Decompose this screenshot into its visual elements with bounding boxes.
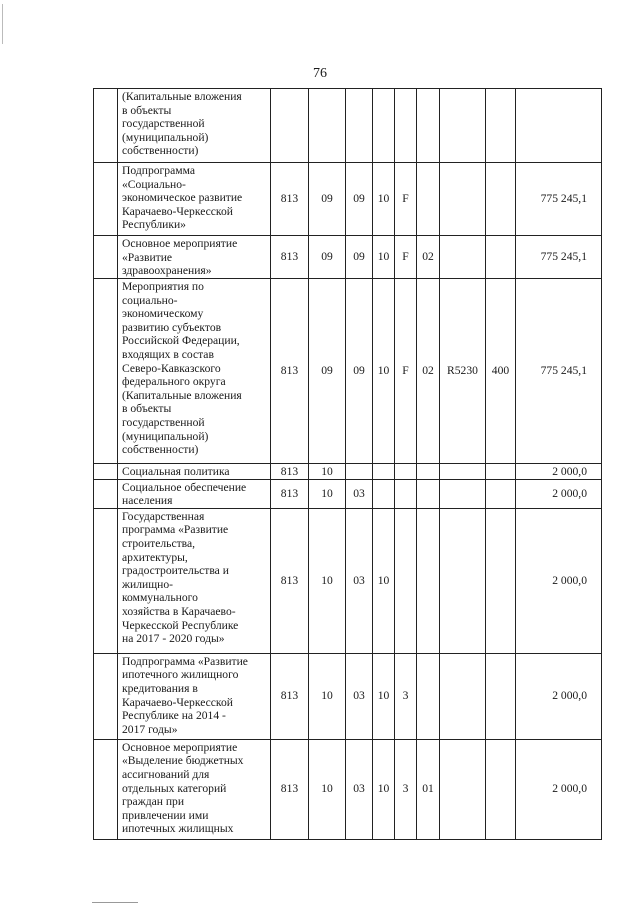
ved-code-cell: 813	[271, 653, 309, 739]
event-code-cell	[417, 163, 440, 236]
item-name-line: государственной	[122, 415, 205, 429]
number-cell	[94, 508, 118, 653]
table-row	[94, 279, 602, 464]
subprogram-code-cell	[395, 89, 417, 163]
item-name-line: Карачаево-Черкесской	[122, 204, 233, 218]
item-name-cell	[118, 479, 271, 508]
number-cell	[94, 739, 118, 839]
item-name-line: ассигнований для	[122, 767, 210, 781]
item-name-line: Социальная политика	[122, 465, 230, 478]
number-cell	[94, 653, 118, 739]
direction-code-cell	[440, 508, 486, 653]
item-name-cell	[118, 163, 271, 236]
program-code-cell: 10	[373, 508, 395, 653]
program-code-cell: 10	[373, 163, 395, 236]
item-name-cell	[118, 739, 271, 839]
direction-code-cell	[440, 163, 486, 236]
subsection-code-cell: 09	[346, 163, 373, 236]
subprogram-code-cell	[395, 508, 417, 653]
direction-code-cell	[440, 653, 486, 739]
section-code-cell: 10	[309, 464, 346, 480]
item-name-line: 2017 годы»	[122, 722, 178, 736]
ved-code-cell	[271, 89, 309, 163]
item-name-line: Социальное обеспечение	[122, 480, 247, 494]
section-code-cell: 09	[309, 163, 346, 236]
item-name-line: привлечении ими	[122, 808, 209, 822]
item-name-line: кредитования в	[122, 681, 198, 695]
item-name-cell	[118, 279, 271, 464]
expense-type-code-cell	[486, 89, 516, 163]
program-code-cell: 10	[373, 236, 395, 279]
item-name-line: программа «Развитие	[122, 523, 229, 537]
amount-cell: 2 000,0	[516, 739, 602, 839]
ved-code-cell: 813	[271, 739, 309, 839]
scan-mark	[2, 4, 3, 44]
amount-cell: 2 000,0	[516, 464, 602, 480]
expense-type-code-cell	[486, 479, 516, 508]
expense-type-code-cell	[486, 163, 516, 236]
item-name-line: Республике на 2014 -	[122, 709, 226, 723]
item-name-line: Черкесской Республике	[122, 618, 239, 632]
item-name-cell	[118, 236, 271, 279]
section-code-cell	[309, 89, 346, 163]
item-name-line: архитектуры,	[122, 550, 188, 564]
direction-code-cell: R5230	[440, 279, 486, 464]
table-row	[94, 479, 602, 508]
item-name-line: собственности)	[122, 144, 199, 158]
section-code-cell: 09	[309, 236, 346, 279]
section-code-cell: 10	[309, 739, 346, 839]
item-name-line: ипотечного жилищного	[122, 668, 239, 682]
number-cell	[94, 464, 118, 480]
table-row	[94, 653, 602, 739]
item-name-line: Подпрограмма	[122, 164, 195, 177]
item-name-line: градостроительства и	[122, 564, 229, 578]
item-name-line: (Капитальные вложения	[122, 90, 242, 103]
item-name-line: жилищно-	[122, 577, 173, 591]
subsection-code-cell: 03	[346, 653, 373, 739]
ved-code-cell: 813	[271, 163, 309, 236]
page-number: 76	[313, 66, 327, 81]
number-cell	[94, 279, 118, 464]
amount-cell: 775 245,1	[516, 236, 602, 279]
program-code-cell: 10	[373, 653, 395, 739]
item-name-line: ипотечных жилищных	[122, 822, 234, 836]
item-name-cell	[118, 464, 271, 480]
subsection-code-cell	[346, 89, 373, 163]
expense-type-code-cell	[486, 653, 516, 739]
item-name-line: экономическое развитие	[122, 191, 243, 205]
item-name-line: в объекты	[122, 103, 172, 117]
item-name-line: населения	[122, 494, 173, 508]
expense-type-code-cell	[486, 236, 516, 279]
number-cell	[94, 163, 118, 236]
table-row	[94, 163, 602, 236]
amount-cell	[516, 89, 602, 163]
ved-code-cell: 813	[271, 508, 309, 653]
item-name-line: «Развитие	[122, 250, 173, 264]
number-cell	[94, 89, 118, 163]
item-name-line: Российской Федерации,	[122, 334, 240, 348]
subsection-code-cell	[346, 464, 373, 480]
section-code-cell: 09	[309, 279, 346, 464]
item-name-line: в объекты	[122, 402, 172, 416]
ved-code-cell: 813	[271, 236, 309, 279]
expense-type-code-cell: 400	[486, 279, 516, 464]
event-code-cell: 01	[417, 739, 440, 839]
direction-code-cell	[440, 479, 486, 508]
item-name-line: (муниципальной)	[122, 130, 209, 144]
subsection-code-cell: 09	[346, 236, 373, 279]
item-name-line: социально-	[122, 293, 178, 307]
item-name-line: строительства,	[122, 536, 196, 550]
expense-type-code-cell	[486, 508, 516, 653]
ved-code-cell: 813	[271, 279, 309, 464]
subprogram-code-cell: F	[395, 236, 417, 279]
item-name-line: Республики»	[122, 218, 186, 232]
section-code-cell: 10	[309, 508, 346, 653]
item-name-line: хозяйства в Карачаево-	[122, 604, 236, 618]
event-code-cell: 02	[417, 279, 440, 464]
item-name-line: «Выделение бюджетных	[122, 754, 244, 768]
table-row	[94, 464, 602, 480]
program-code-cell	[373, 89, 395, 163]
item-name-line: Основное мероприятие	[122, 740, 238, 754]
item-name-line: входящих в состав	[122, 347, 214, 361]
subprogram-code-cell: F	[395, 279, 417, 464]
item-name-line: Основное мероприятие	[122, 237, 238, 250]
scan-mark	[92, 902, 138, 903]
item-name-line: Мероприятия по	[122, 280, 204, 293]
direction-code-cell	[440, 89, 486, 163]
item-name-line: государственной	[122, 117, 205, 131]
table-row	[94, 739, 602, 839]
amount-cell: 2 000,0	[516, 653, 602, 739]
item-name-line: развитию субъектов	[122, 320, 222, 334]
item-name-line: Северо-Кавказского	[122, 361, 221, 375]
item-name-line: (Капитальные вложения	[122, 388, 242, 402]
budget-table	[93, 88, 602, 840]
item-name-line: федерального округа	[122, 375, 226, 389]
direction-code-cell	[440, 236, 486, 279]
item-name-cell	[118, 89, 271, 163]
item-name-line: Государственная	[122, 509, 205, 523]
number-cell	[94, 236, 118, 279]
event-code-cell	[417, 508, 440, 653]
subprogram-code-cell: F	[395, 163, 417, 236]
ved-code-cell: 813	[271, 479, 309, 508]
event-code-cell	[417, 89, 440, 163]
subsection-code-cell: 03	[346, 739, 373, 839]
table-row	[94, 89, 602, 163]
subprogram-code-cell	[395, 479, 417, 508]
event-code-cell: 02	[417, 236, 440, 279]
amount-cell: 2 000,0	[516, 508, 602, 653]
expense-type-code-cell	[486, 739, 516, 839]
item-name-line: граждан при	[122, 795, 185, 809]
amount-cell: 775 245,1	[516, 279, 602, 464]
section-code-cell: 10	[309, 653, 346, 739]
item-name-cell	[118, 653, 271, 739]
table-row	[94, 236, 602, 279]
table-row	[94, 508, 602, 653]
item-name-line: собственности)	[122, 443, 199, 457]
event-code-cell	[417, 653, 440, 739]
subprogram-code-cell	[395, 464, 417, 480]
number-cell	[94, 479, 118, 508]
program-code-cell	[373, 464, 395, 480]
item-name-line: Карачаево-Черкесской	[122, 695, 233, 709]
section-code-cell: 10	[309, 479, 346, 508]
item-name-line: отдельных категорий	[122, 781, 227, 795]
program-code-cell	[373, 479, 395, 508]
item-name-line: здравоохранения»	[122, 264, 212, 278]
ved-code-cell: 813	[271, 464, 309, 480]
subsection-code-cell: 09	[346, 279, 373, 464]
item-name-line: экономическому	[122, 307, 204, 321]
amount-cell: 775 245,1	[516, 163, 602, 236]
item-name-line: «Социально-	[122, 177, 186, 191]
event-code-cell	[417, 464, 440, 480]
amount-cell: 2 000,0	[516, 479, 602, 508]
expense-type-code-cell	[486, 464, 516, 480]
program-code-cell: 10	[373, 279, 395, 464]
subsection-code-cell: 03	[346, 508, 373, 653]
item-name-line: на 2017 - 2020 годы»	[122, 632, 225, 646]
program-code-cell: 10	[373, 739, 395, 839]
item-name-cell	[118, 508, 271, 653]
event-code-cell	[417, 479, 440, 508]
item-name-line: коммунального	[122, 591, 198, 605]
item-name-line: (муниципальной)	[122, 429, 209, 443]
item-name-line: Подпрограмма «Развитие	[122, 654, 248, 668]
direction-code-cell	[440, 464, 486, 480]
subsection-code-cell: 03	[346, 479, 373, 508]
subprogram-code-cell: 3	[395, 653, 417, 739]
direction-code-cell	[440, 739, 486, 839]
subprogram-code-cell: 3	[395, 739, 417, 839]
